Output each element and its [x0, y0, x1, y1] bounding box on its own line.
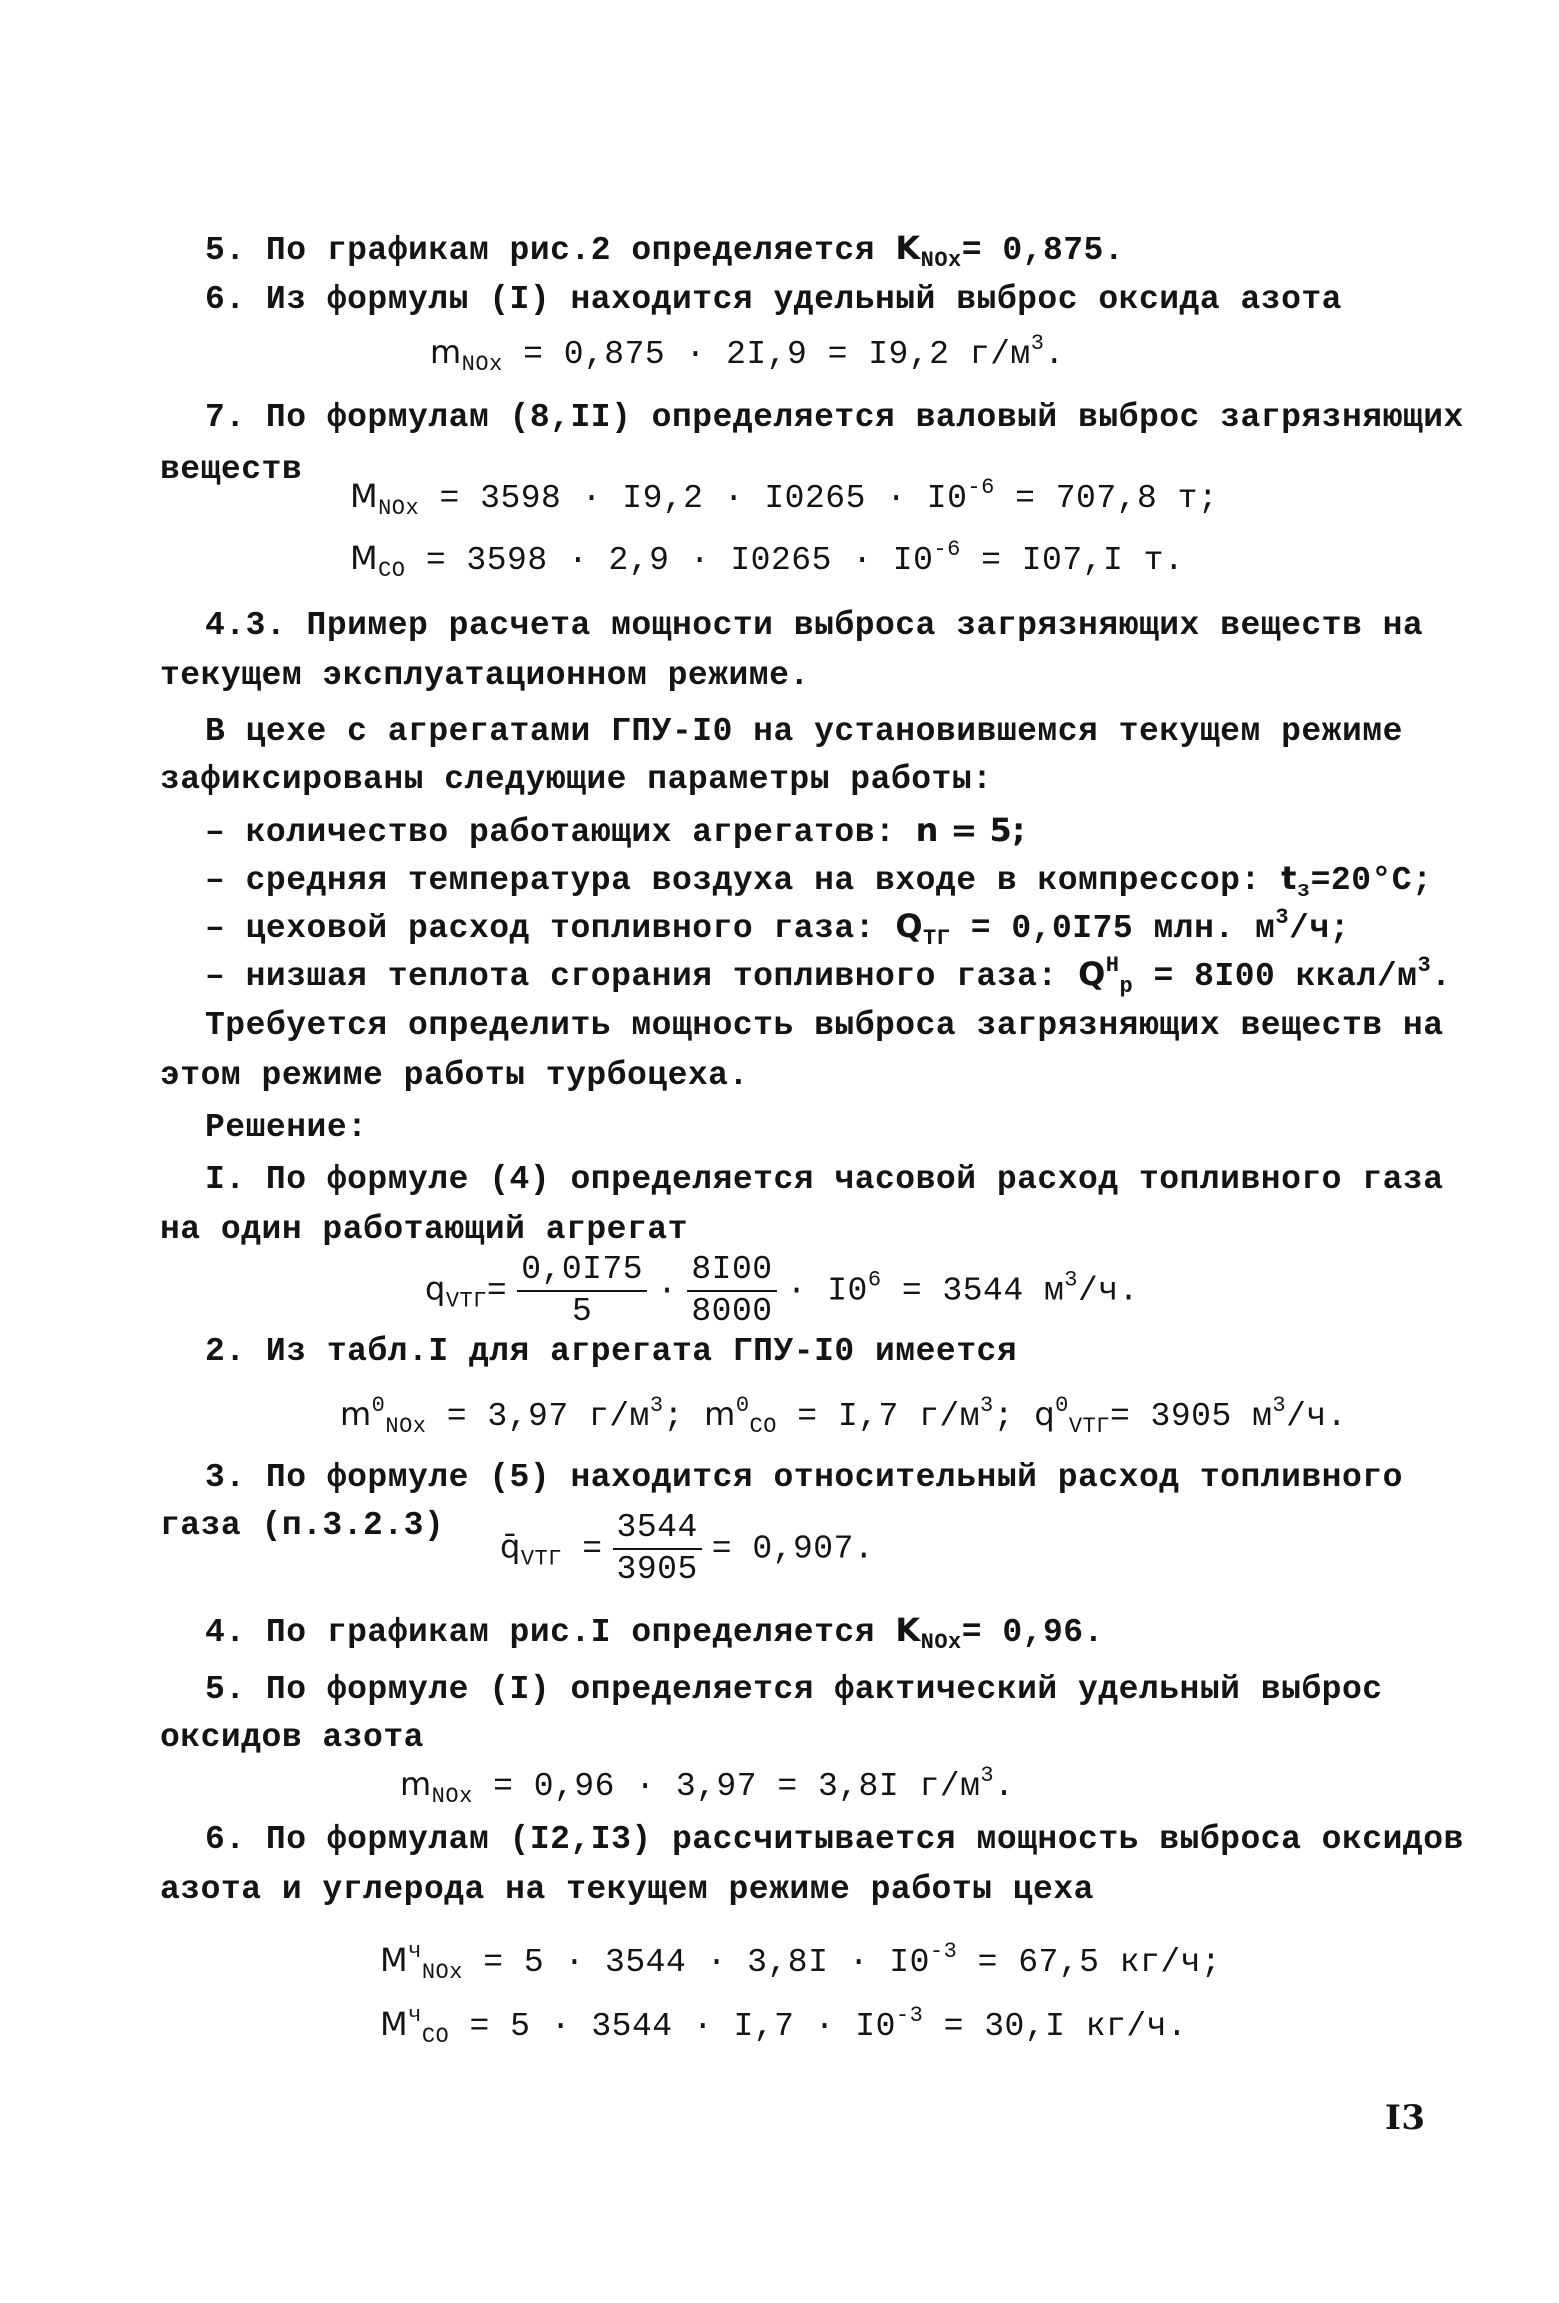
fraction-relative-flow: $\frac{3544}{3905}$ — [613, 1508, 702, 1590]
formula-M-nox: $M_{NOx} = 3598 \cdot I9,2 \cdot I0265 \cdot I0^{-6} = 707,8$ т; — [350, 475, 1219, 521]
formula-M-co: $M_{CO} = 3598 \cdot 2,9 \cdot I0265 \cdot I0^{-6} = I07,I$ т. — [350, 537, 1185, 583]
formula-table-values: $m^0_{NOx} = 3,97$ $г/м^3$; $m^0_{CO} = I,7$ $г/м^3$; $q^0_{VТГ}= 3905$ $м^3/ч$. — [340, 1393, 1348, 1439]
formula-M-nox-hourly: $M^ч_{NOx} = 5 \cdot 3544 \cdot 3,8I \cdot I0^{-3} = 67,5$ кг/ч; — [380, 1939, 1222, 1985]
solution-step-6: 6. По формулам (I2,I3) рассчитывается мощность выброса оксидов — [205, 1821, 1464, 1858]
formula-q-vtg: $q_{VТГ}=$ $\frac{0,0I75}{5}$ · $\frac{8I00}{8000}$ · $I0^6 = 3544$ $м^3/ч$. — [425, 1251, 1139, 1330]
para-workshop: В цехе с агрегатами ГПУ-I0 на установившемся текущем режиме — [205, 713, 1403, 750]
line-step-5: 5. По графикам рис.2 определяется $K_{NOx}= 0,875$. — [205, 229, 1125, 273]
formula-m-nox-actual: $m_{NOx} = 0,96 \cdot 3,97 = 3,8I$ $г/м^3$. — [400, 1763, 1015, 1809]
section-4-3-title: 4.3. Пример расчета мощности выброса загрязняющих веществ на — [205, 607, 1424, 644]
para-workshop-cont: зафиксированы следующие параметры работы: — [160, 761, 993, 798]
param-units: – количество работающих агрегатов: n = 5; — [205, 811, 1026, 851]
solution-step-3-cont: газа (п.3.2.3) — [160, 1507, 445, 1544]
solution-step-3: 3. По формуле (5) находится относительный расход топливного — [205, 1459, 1403, 1496]
param-fuel-flow: – цеховой расход топливного газа: $Q_{ТГ} = 0,0I75$ млн. $м^3/ч$; — [205, 905, 1350, 951]
para-required: Требуется определить мощность выброса загрязняющих веществ на — [205, 1007, 1444, 1044]
line-step-6: 6. Из формулы (I) находится удельный выброс оксида азота — [205, 281, 1342, 318]
solution-step-4: 4. По графикам рис.I определяется $K_{NOx}= 0,96$. — [205, 1611, 1104, 1655]
param-heat-value: – низшая теплота сгорания топливного газа: $Q^Н_р = 8I00$ ккал/$м^3$. — [205, 953, 1452, 999]
param-temperature: – средняя температура воздуха на входе в компрессор: $t_з=20^\circ С$; — [205, 859, 1433, 903]
line-step-7: 7. По формулам (8,II) определяется валовый выброс загрязняющих — [205, 399, 1464, 436]
solution-step-5: 5. По формуле (I) определяется фактический удельный выброс — [205, 1671, 1383, 1708]
para-required-cont: этом режиме работы турбоцеха. — [160, 1057, 749, 1094]
fraction-fuel-per-unit: $\frac{0,0I75}{5}$ — [517, 1250, 647, 1332]
solution-step-2: 2. Из табл.I для агрегата ГПУ-I0 имеется — [205, 1333, 1018, 1370]
solution-heading: Решение: — [205, 1109, 368, 1146]
fraction-heat-ratio: $\frac{8I00}{8000}$ — [687, 1250, 776, 1332]
formula-relative-flow: $q̄_{VТГ}$ = $\frac{3544}{3905}$ = 0,907. — [500, 1509, 875, 1588]
line-substances: веществ — [160, 451, 303, 488]
solution-step-6-cont: азота и углерода на текущем режиме работы цеха — [160, 1871, 1094, 1908]
solution-step-1: I. По формуле (4) определяется часовой расход топливного газа — [205, 1161, 1444, 1198]
formula-m-nox: $m_{NOx} = 0,875 \cdot 2I,9 = I9,2$ $г/м^3$. — [430, 331, 1065, 377]
solution-step-5-cont: оксидов азота — [160, 1719, 424, 1756]
solution-step-1-cont: на один работающий агрегат — [160, 1211, 688, 1248]
formula-M-co-hourly: $M^ч_{CO} = 5 \cdot 3544 \cdot I,7 \cdot I0^{-3} = 30,I$ кг/ч. — [380, 2003, 1188, 2049]
section-4-3-title-cont: текущем эксплуатационном режиме. — [160, 657, 810, 694]
page-number: I3 — [1385, 2098, 1426, 2138]
